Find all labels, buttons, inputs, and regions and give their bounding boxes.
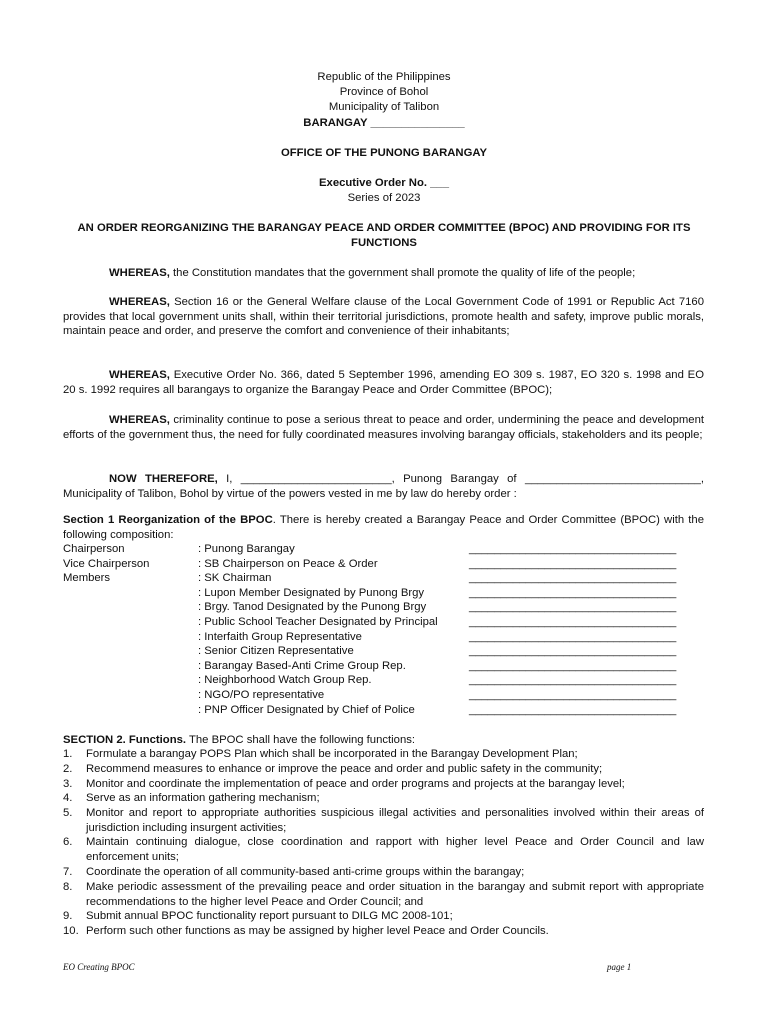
composition-row (63, 557, 704, 572)
composition-designation: : Senior Citizen Representative (198, 645, 354, 658)
function-number: 5. (63, 807, 73, 819)
function-text: Maintain continuing dialogue, close coordination and rapport with higher level Peace and Order Council and law enforcement units; (86, 836, 704, 863)
order-title-line-1: AN ORDER REORGANIZING THE BARANGAY PEACE AND ORDER COMMITTEE (BPOC) AND PROVIDING FOR ITS (77, 222, 691, 234)
composition-designation: : Neighborhood Watch Group Rep. (198, 674, 372, 687)
function-text: Submit annual BPOC functionality report pursuant to DILG MC 2008-101; (86, 910, 453, 922)
function-text: Make periodic assessment of the prevailing peace and order situation in the barangay and submit report with appropriate recommendations to the higher level Peace and Order Council; and (86, 881, 704, 908)
composition-designation: : Lupon Member Designated by Punong Brgy (198, 586, 425, 599)
now-therefore-lead: NOW THEREFORE, (109, 473, 218, 485)
section-1-text: . There is hereby created a Barangay Peace and Order Committee (BPOC) with the following composition: (63, 514, 704, 541)
whereas-lead: WHEREAS, (109, 267, 170, 279)
footer-page-number: page 1 (607, 962, 632, 972)
function-number: 1. (63, 748, 73, 760)
function-number: 7. (63, 866, 73, 878)
section-1-intro (63, 513, 704, 542)
whereas-clause (63, 368, 704, 397)
whereas-text: the Constitution mandates that the government shall promote the quality of life of the people; (169, 267, 636, 279)
function-number: 9. (63, 910, 73, 922)
signature-line: _________________________________ (469, 616, 677, 628)
function-number: 10. (63, 925, 79, 937)
whereas-lead: WHEREAS, (109, 414, 170, 426)
footer-doc-label: EO Creating BPOC (63, 962, 135, 972)
whereas-clause (63, 413, 704, 442)
function-number: 8. (63, 881, 73, 893)
composition-designation: : SK Chairman (198, 572, 272, 585)
function-text: Monitor and report to appropriate authorities suspicious illegal activities and personalities involved within their areas of jurisdiction including insurgent activities; (86, 807, 704, 834)
section-2-intro (63, 733, 704, 748)
composition-row (63, 615, 704, 630)
section-1-heading: Section 1 Reorganization of the BPOC (63, 514, 273, 526)
composition-designation: : PNP Officer Designated by Chief of Police (198, 703, 415, 716)
header-municipality: Municipality of Talibon (328, 101, 440, 113)
whereas-text: Section 16 or the General Welfare clause of the Local Government Code of 1991 or Republic Act 7160 provides that local government units shall, within their territorial jurisdictions, promote health and safety, improve public morals, maintain peace and order, and preserve the comfort and convenience of their inhabitants; (63, 296, 704, 338)
signature-line: _________________________________ (469, 630, 677, 643)
section-2-heading: SECTION 2. Functions. (63, 734, 187, 746)
header-barangay: BARANGAY _______________ (303, 117, 465, 129)
composition-role: Chairperson (63, 543, 125, 555)
composition-row (63, 586, 704, 601)
composition-designation: : Public School Teacher Designated by Principal (198, 616, 438, 628)
whereas-lead: WHEREAS, (109, 296, 170, 308)
composition-row (63, 644, 704, 659)
composition-designation: : Barangay Based-Anti Crime Group Rep. (198, 659, 406, 672)
signature-line: _________________________________ (469, 659, 677, 672)
header-republic: Republic of the Philippines (317, 71, 451, 83)
executive-order-number: Executive Order No. ___ (319, 177, 449, 189)
signature-line: _________________________________ (469, 601, 677, 614)
office-heading: OFFICE OF THE PUNONG BARANGAY (280, 147, 488, 159)
now-therefore-clause (63, 472, 704, 501)
whereas-text: Executive Order No. 366, dated 5 September 1996, amending EO 309 s. 1987, EO 320 s. 1998 and EO 20 s. 1992 requires all barangays to organize the Barangay Peace and Order Committee (BPOC); (63, 369, 704, 396)
composition-row (63, 688, 704, 703)
signature-line: _________________________________ (469, 689, 677, 701)
function-number: 3. (63, 778, 73, 790)
whereas-clause (63, 266, 704, 281)
function-number: 2. (63, 763, 73, 775)
composition-designation: : Interfaith Group Representative (198, 630, 362, 643)
signature-line: _________________________________ (469, 557, 677, 570)
composition-row (63, 703, 704, 718)
whereas-lead: WHEREAS, (109, 369, 170, 381)
composition-row (63, 571, 704, 586)
function-text: Coordinate the operation of all community-based anti-crime groups within the barangay; (86, 866, 525, 878)
function-text: Serve as an information gathering mechanism; (86, 792, 320, 804)
function-number: 4. (63, 792, 73, 804)
composition-role: Vice Chairperson (63, 557, 150, 570)
composition-row (63, 600, 704, 615)
composition-row (63, 542, 704, 557)
composition-row (63, 673, 704, 688)
signature-line: _________________________________ (469, 703, 677, 716)
composition-designation: : SB Chairperson on Peace & Order (198, 557, 378, 570)
function-number: 6. (63, 836, 73, 848)
function-text: Formulate a barangay POPS Plan which shall be incorporated in the Barangay Development Plan; (86, 748, 578, 760)
header-province: Province of Bohol (339, 86, 429, 98)
signature-line: _________________________________ (469, 586, 677, 599)
function-text: Monitor and coordinate the implementation of peace and order programs and projects at the barangay level; (86, 778, 625, 790)
composition-designation: : Brgy. Tanod Designated by the Punong Brgy (198, 601, 427, 614)
whereas-clause (63, 295, 704, 339)
composition-designation: : NGO/PO representative (198, 689, 325, 701)
composition-role: Members (63, 572, 111, 585)
section-2-text: The BPOC shall have the following functions: (186, 734, 416, 746)
function-text: Recommend measures to enhance or improve the peace and order and public safety in the community; (86, 763, 603, 775)
composition-designation: : Punong Barangay (198, 543, 295, 555)
function-text: Perform such other functions as may be assigned by higher level Peace and Order Councils. (86, 925, 549, 937)
whereas-text: criminality continue to pose a serious threat to peace and order, undermining the peace and development efforts of the government thus, the need for fully coordinated measures involving barangay officials, stakeholders and its people; (63, 414, 704, 441)
series-year: Series of 2023 (347, 192, 421, 204)
now-therefore-text: I, ________________________, Punong Barangay of ____________________________, Municipality of Talibon, Bohol by virtue of the powers vested in me by law do hereby order : (63, 473, 704, 500)
signature-line: _________________________________ (469, 674, 677, 687)
signature-line: _________________________________ (469, 572, 677, 585)
composition-row (63, 659, 704, 674)
signature-line: _________________________________ (469, 645, 677, 658)
composition-row (63, 630, 704, 645)
signature-line: _________________________________ (469, 543, 677, 555)
order-title-line-2: FUNCTIONS (351, 237, 417, 249)
